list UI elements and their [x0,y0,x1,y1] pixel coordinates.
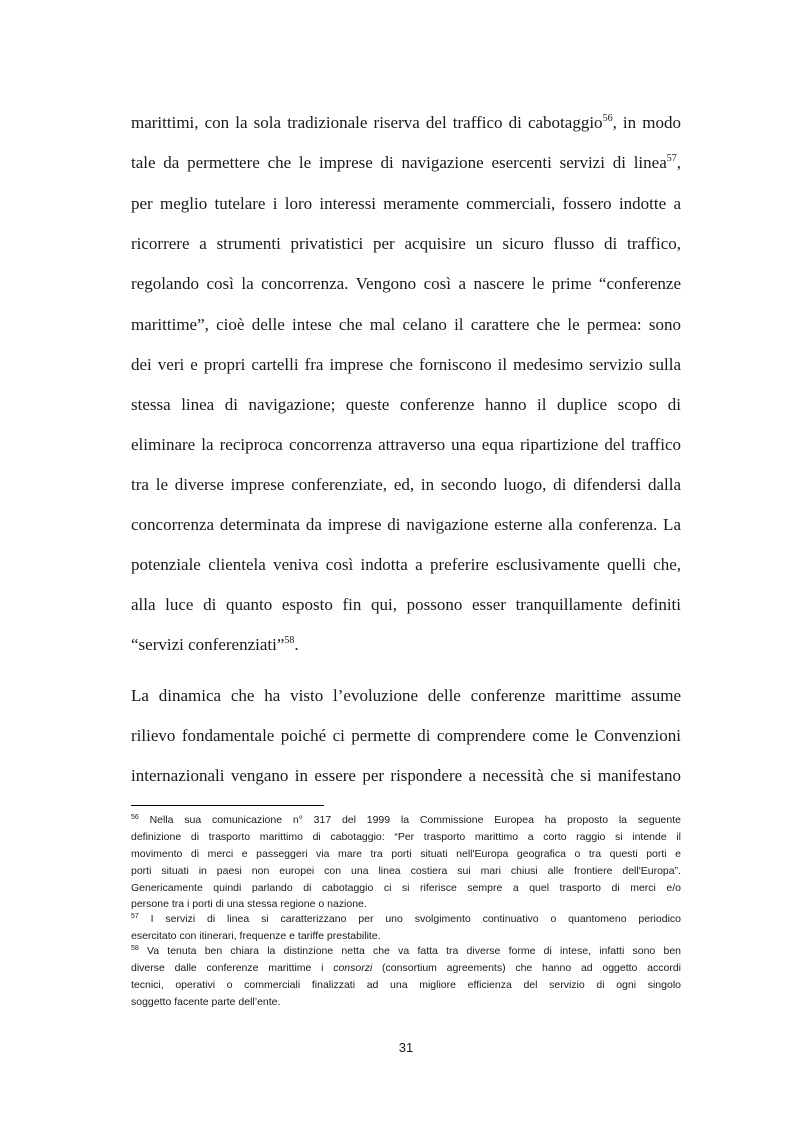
body-line: tale da permettere che le imprese di navigazione esercenti servizi di linea$^{57}$, [131,153,681,172]
footnote-line: movimento di merci e passeggeri via mare tra porti situati nell'Europa geografica o tra questi porti e [131,848,681,860]
body-line: per meglio tutelare i loro interessi meramente commerciali, fossero indotte a [131,194,681,213]
body-line: eliminare la reciproca concorrenza attraverso una equa ripartizione del traffico [131,435,681,454]
footnote-line: persone tra i porti di una stessa regione o nazione. [131,898,367,910]
footnote-line: tecnici, operativi o commerciali finalizzati ad una migliore efficienza del servizio di ogni singolo [131,979,681,991]
footnote-56: $^{56}$ Nella sua comunicazione n° 317 del 1999 la Commissione Europea ha proposto la seguente [131,814,681,826]
footnote-separator [131,805,324,806]
body-line: marittime”, cioè delle intese che mal celano il carattere che le permea: sono [131,315,681,334]
footnote-ref-56[interactable]: 56 [602,113,613,124]
body-line: concorrenza determinata da imprese di navigazione esterne alla conferenza. La [131,515,681,534]
footnote-58: $^{58}$ Va tenuta ben chiara la distinzione netta che va fatta tra diverse forme di intese, infatti sono ben [131,945,681,957]
footnote-line: esercitato con itinerari, frequenze e tariffe prestabilite. [131,930,381,942]
footnote-line: Genericamente quindi parlando di cabotaggio ci si riferisce sempre a quel trasporto di merci e/o [131,882,681,894]
body-line: marittimi, con la sola tradizionale riserva del traffico di cabotaggio$^{56}$, in modo [131,113,681,132]
body-line: tra le diverse imprese conferenziate, ed, in secondo luogo, di difendersi dalla [131,475,681,494]
page-number: 31 [398,1040,414,1055]
body-line: regolando così la concorrenza. Vengono così a nascere le prime “conferenze [131,274,681,293]
body-line: rilievo fondamentale poiché ci permette di comprendere come le Convenzioni [131,726,681,745]
body-line: “servizi conferenziati”$^{58}$. [131,635,299,654]
footnote-57: $^{57}$ I servizi di linea si caratterizzano per uno svolgimento continuativo o quantomeno periodico [131,913,681,925]
body-line: ricorrere a strumenti privatistici per acquisire un sicuro flusso di traffico, [131,234,681,253]
body-line: stessa linea di navigazione; queste conferenze hanno il duplice scopo di [131,395,681,414]
footnote-ref-58[interactable]: 58 [284,635,295,646]
body-line: dei veri e propri cartelli fra imprese che forniscono il medesimo servizio sulla [131,355,681,374]
footnote-line: soggetto facente parte dell’ente. [131,996,281,1008]
footnote-ref-57[interactable]: 57 [666,153,677,164]
footnote-line: definizione di trasporto marittimo di cabotaggio: “Per trasporto marittimo a corto raggio si intende il [131,831,681,843]
body-line: potenziale clientela veniva così indotta a preferire esclusivamente quelli che, [131,555,681,574]
footnote-line: diverse dalle conferenze marittime i consorzi (consortium agreements) che hanno ad oggetto accordi [131,962,681,974]
footnote-line: porti situati in paesi non europei con una linea costiera sui mari chiusi alle frontiere dell'Europa”. [131,865,681,877]
body-line: alla luce di quanto esposto fin qui, possono esser tranquillamente definiti [131,595,681,614]
body-line: La dinamica che ha visto l’evoluzione delle conferenze marittime assume [131,686,681,705]
body-line: internazionali vengano in essere per rispondere a necessità che si manifestano [131,766,681,785]
